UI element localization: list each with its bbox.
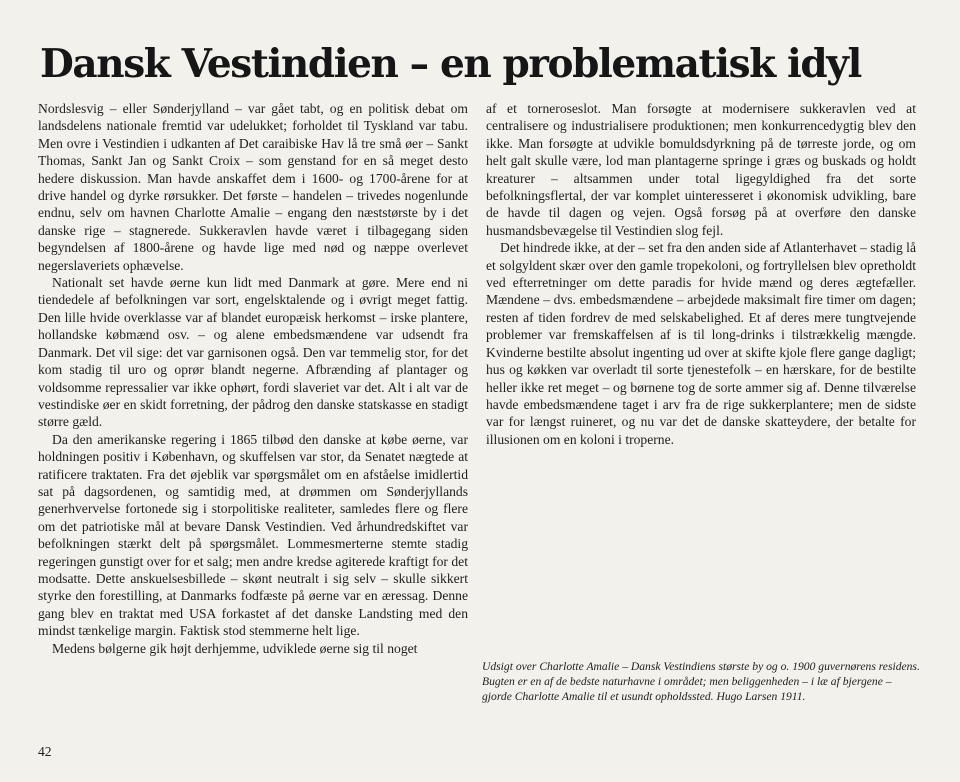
paragraph: Da den amerikanske regering i 1865 tilbød den danske at købe øerne, var holdningen positiv i København, og skuffelsen var stor, da Senatet nægtede at ratificere traktaten. Fra det øjeblik var spørgsmålet om en afståelse imidlertid sat på dagsordenen, og samtidig med, at drømmen om Sønderjyllands generhvervelse fortonede sig i storpolitiske realiteter, samledes flere og flere om det patriotiske mål at bevare Dansk Vestindien. Ved århundredskiftet var befolkningen stærkt delt på spørgsmålet. Lommesmerterne stemte stadig regeringen gunstigt over for et salg; men andre kredse agiterede kraftigt for det modsatte. Dette anskuelsesbillede – skønt neutralt i sig selv – skulle sikkert styrke den forestilling, at Danmarks fodfæste på øerne var en æressag. Denne gang blev en traktat med USA forkastet af det danske Landsting med den mindst tænkelige margin. Faktisk stod stemmerne helt lige. — [38, 431, 468, 639]
image-caption: Udsigt over Charlotte Amalie – Dansk Vestindiens største by og o. 1900 guvernørens residens. Bugten er en af de bedste naturhavne i området; men beliggenheden – i læ af bjergene – gjorde Charlotte Amalie til et usundt opholdssted. Hugo Larsen 1911. — [482, 660, 920, 703]
page-title: Dansk Vestindien – en problematisk idyl — [40, 41, 861, 87]
paragraph: Nationalt set havde øerne kun lidt med Danmark at gøre. Mere end ni tiendedele af befolkningen var sort, engelsktalende og i øvrigt meget fattig. Den lille hvide overklasse var af blandet europæisk herkomst – irske plantere, hollandske købmænd osv. – og alene embedsmændene var udsendt fra Danmark. Det vil sige: det var garnisonen også. Den var temmelig stor, for det kom stadig til uro og oprør blandt negerne. Afbrænding af plantager og voldsomme repressalier var ikke ophørt, fordi slaveriet var det. Alt i alt var de vestindiske øer en skidt forretning, der pådrog den danske statskasse en stadigt større gæld. — [38, 275, 468, 430]
paragraph: Nordslesvig – eller Sønderjylland – var gået tabt, og en politisk debat om landsdelens nationale fremtid var udelukket; forholdet til Tyskland var tabu. Men ovre i Vestindien i udkanten af Det caraibiske Hav lå tre små øer – Sankt Thomas, Sankt Jan og Sankt Croix – som genstand for en så meget desto hedere diskussion. Man havde anskaffet dem i 1600- og 1700-årene for at drive handel og dyrke rørsukker. Det første – handelen – trivedes nogenlunde endnu, selv om havnen Charlotte Amalie – engang den næststørste by i det danske rige – stagnerede. Sukkeravlen havde været i tilbagegang siden begyndelsen af 1800-årene og havde lige med nød og næppe overlevet negerslaveriets ophævelse. — [38, 101, 468, 273]
paragraph: af et torneroseslot. Man forsøgte at modernisere sukkeravlen ved at centralisere og industrialisere produktionen; men konkurrencedygtig blev den ikke. Man forsøgte at udvikle bomuldsdyrkning på de tørreste jorde, og om helt galt skulle være, lod man plantagerne springe i græs og buskads og holdt kreaturer – altsammen under total ligegyldighed fra det sorte befolkningsflertal, der var komplet uinteresseret i økonomisk udvikling, bare de havde til dagen og vejen. Også forsøg på at overføre den danske husmandsbevægelse til Vestindien slog fejl. — [486, 101, 916, 238]
paragraph: Medens bølgerne gik højt derhjemme, udviklede øerne sig til noget — [52, 640, 418, 656]
page-number: 42 — [38, 744, 52, 759]
right-text-column — [486, 100, 916, 448]
paragraph: Det hindrede ikke, at der – set fra den anden side af Atlanterhavet – stadig lå et solgyldent skær over den gamle tropekoloni, og fortryllelsen blev opretholdt ved efterretninger om dette paradis for hvide mænd og deres ægtefæller. Mændene – dvs. embedsmændene – arbejdede maksimalt fire timer om dagen; resten af tiden fordrev de med selskabelighed. Et af deres mere tungtvejende problemer var fremskaffelsen af is til long-drinks i tilstrækkelig mængde. Kvinderne bestilte absolut ingenting ud over at skifte kjole flere gange dagligt; hus og køkken var overladt til sorte tjenestefolk – en hærskare, for de bestilte heller ikke ret meget – og børnene tog de sorte ammer sig af. Denne tilværelse havde embedsmændene taget i arv fra de rige sukkerplantere; men de sidste var for længst ruineret, og nu var det de danske skatteydere, der betalte for illusionen om en koloni i troperne. — [486, 240, 916, 447]
left-text-column — [38, 100, 468, 657]
